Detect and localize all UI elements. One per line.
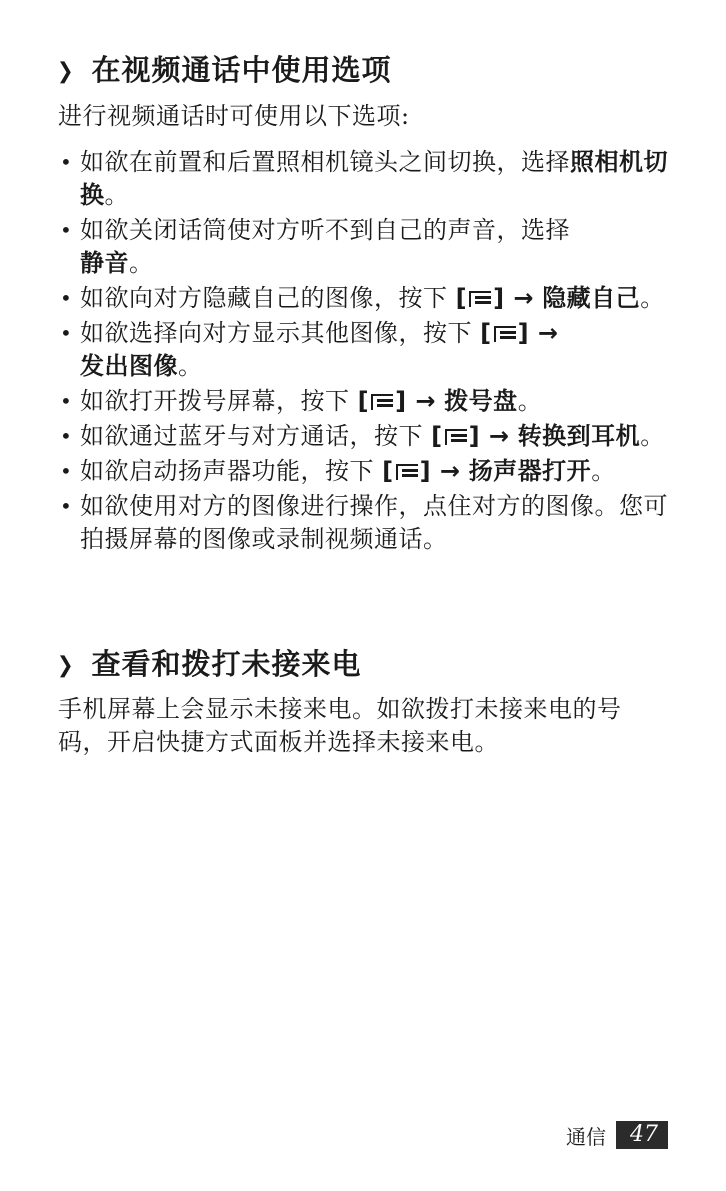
item-text: 如欲打开拨号屏幕，按下 — [80, 387, 358, 415]
list-item — [58, 420, 668, 453]
item-text: 如欲选择向对方显示其他图像，按下 — [80, 319, 481, 347]
section-title-text: 在视频通话中使用选项 — [91, 53, 392, 87]
item-text: 如欲启动扬声器功能，按下 — [80, 457, 383, 485]
menu-key-icon — [371, 394, 393, 410]
item-option-name: 拨号盘 — [444, 387, 518, 415]
page-footer — [566, 1120, 668, 1150]
list-item — [58, 490, 668, 556]
menu-key-label: [ ] → — [431, 422, 510, 450]
item-text-end: 。 — [104, 181, 129, 209]
item-option-name: 发出图像 — [80, 352, 178, 380]
item-text: 如欲在前置和后置照相机镜头之间切换，选择 — [80, 148, 570, 176]
menu-key-icon — [494, 326, 516, 342]
item-option-name: 隐藏自己 — [542, 284, 641, 312]
item-option-name: 扬声器打开 — [468, 457, 592, 485]
bullet-dot-icon: • — [60, 321, 73, 345]
bullet-dot-icon: • — [60, 389, 73, 413]
menu-key-label: [ ] → — [480, 319, 559, 347]
section-body: 手机屏幕上会显示未接来电。如欲拨打未接来电的号码，开启快捷方式面板并选择未接来电。 — [58, 695, 622, 756]
item-option-name: 静音 — [80, 249, 129, 277]
menu-key-icon — [445, 429, 467, 445]
bullet-dot-icon: • — [60, 459, 73, 483]
bullet-dot-icon: • — [60, 286, 73, 310]
page-number: 47 — [616, 1121, 668, 1149]
menu-key-icon — [469, 291, 491, 307]
section-title-text: 查看和拨打未接来电 — [91, 647, 362, 681]
section-heading-missed-calls — [56, 646, 361, 686]
menu-key-label: [ ] → — [357, 387, 437, 415]
item-text-end: 。 — [591, 457, 616, 485]
list-item — [58, 455, 668, 488]
bullet-dot-icon: • — [60, 218, 73, 242]
bullet-dot-icon: • — [60, 150, 73, 174]
item-text-end: 。 — [640, 422, 665, 450]
item-text: 如欲关闭话筒使对方听不到自己的声音，选择 — [80, 216, 570, 244]
options-list — [58, 146, 668, 556]
item-text-end: 。 — [178, 352, 203, 380]
bullet-dot-icon: • — [60, 424, 73, 448]
menu-key-icon — [396, 464, 418, 480]
menu-key-label: [ ] → — [455, 284, 535, 312]
chevron-right-icon: ❯ — [56, 653, 75, 678]
item-option-name: 照相机切换 — [80, 148, 668, 209]
item-text: 如欲使用对方的图像进行操作，点住对方的图像。您可拍摄屏幕的图像或录制视频通话。 — [80, 492, 668, 553]
list-item — [58, 214, 668, 280]
bullet-dot-icon: • — [60, 494, 73, 518]
item-text: 如欲通过蓝牙与对方通话，按下 — [80, 422, 432, 450]
item-text-end: 。 — [129, 249, 154, 277]
item-text-end: 。 — [640, 284, 665, 312]
chapter-label: 通信 — [566, 1124, 606, 1149]
section-heading-video-call-options — [56, 52, 391, 92]
list-item — [58, 317, 668, 383]
list-item — [58, 282, 668, 315]
item-text: 如欲向对方隐藏自己的图像，按下 — [80, 284, 456, 312]
chevron-right-icon: ❯ — [56, 59, 75, 84]
list-item — [58, 385, 668, 418]
item-text-end: 。 — [517, 387, 543, 415]
menu-key-label: [ ] → — [382, 457, 461, 485]
item-option-name: 转换到耳机 — [517, 422, 641, 450]
section-intro: 进行视频通话时可使用以下选项: — [58, 102, 410, 130]
list-item — [58, 146, 668, 212]
